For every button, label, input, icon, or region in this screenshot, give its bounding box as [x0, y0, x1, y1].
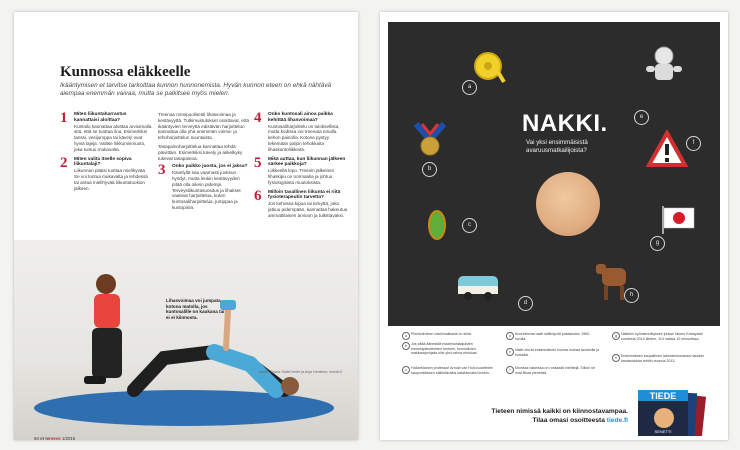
answer-text: Liikkeellä lepo. Treenin jälkeinen lihaskipu on normaalia ja johtuu fysiologisista muutoksista. — [268, 168, 335, 185]
note-text: Ensimmäinen kaupallinen laboratoriomassa nauiden kantasoluista tehtiin vuonna 2013. — [621, 354, 705, 363]
promo-line-2-text: Tilaa omasi osoitteesta — [532, 416, 607, 424]
text-column-3 — [254, 112, 350, 223]
badge-h: h — [624, 288, 639, 303]
exercise-photo — [14, 240, 358, 440]
source-note: Lähde: Fysiox SalktCenter ja Anja Hentinen, elsinki.fi — [258, 370, 343, 374]
ad-subheadline: Vai yksi ensimmäisistä avaruusmatkailijoista? — [526, 139, 588, 154]
text-column-2 — [158, 112, 250, 215]
magazine-covers — [634, 388, 708, 436]
question-number: 4 — [254, 110, 262, 126]
question-heading: Mikä auttaa, kun liikunnan jälkeen särkee paikkoja? — [268, 156, 346, 168]
answer-text: Jos kehossa kipua tai kireyttä, joka jatkuu pidempään, kannattaa hakeutua ammattilaisen arvioon ja tutkittavaksi. — [268, 201, 348, 218]
badge-g: g — [650, 236, 665, 251]
answer-text: Kuntosaliharjoittelu on tuloksellista, mutta kodissa voi treenata omalla kehon painolla. Kotona pystyy tekemään paljon tehokkaita lihaskuntoliikkeitä. — [268, 123, 340, 152]
question-heading: Milloin tavallinen liikunta ei riitä fysioterapeutin tarvetta? — [268, 189, 341, 201]
note-badge: d — [506, 332, 514, 340]
note-badge: f — [506, 366, 514, 374]
note-badge: c — [402, 366, 410, 374]
note-badge: b — [402, 342, 410, 350]
sausage-slice-image — [536, 172, 600, 236]
qa-item-6 — [254, 187, 350, 219]
insect-icon — [422, 208, 452, 242]
page-footer — [34, 436, 75, 440]
qa-item-3 — [158, 164, 250, 210]
right-page — [380, 12, 728, 440]
issue-number: 1/2015 — [61, 436, 76, 440]
answer-text: Liikunnan pitäisi tuottaa mielihyvää. Se voi tuntua mukavalta ja tehdessä tai antaa mielihyvää liikuntatuokion jälkeen. — [74, 168, 148, 191]
magazine-cover-line: SENETTI — [654, 429, 672, 434]
promo-line-1: Tieteen nimissä kaikki on kiinnostavampaa. — [491, 408, 628, 415]
question-number: 6 — [254, 187, 262, 204]
note-text: Pienikokoinen nakkimakkarat on siinä. — [411, 332, 472, 336]
left-page — [14, 12, 358, 440]
article-title: Kunnossa eläkkeelle — [60, 64, 191, 80]
subscription-promo — [468, 408, 628, 425]
qa-item-5 — [254, 154, 350, 186]
question-number: 2 — [60, 154, 68, 171]
note-text: Kuorettomat nakit sälliintyvät pakaskuten 1960-luvulla. — [515, 332, 591, 341]
note-text: Monissa nakeissa on runsaasti nitriittejä. Silloin ne ovat liikaa pieneisiä. — [515, 366, 596, 375]
question-heading: Miten liikuntaharrastus kannattaisi aloittaa? — [74, 112, 127, 123]
note-text: Nakit ohivat ensimmäinen kuuma ruokaa tavaroilla ja kurssilla. — [515, 348, 600, 357]
magazine-logo: TIEDE — [649, 391, 677, 401]
badge-f: f — [686, 136, 701, 151]
note-text: Jos pitää äänestää maailmanlaajuisten menestystuotteiden tunturin, tunnistiivien makkarapohjalla olisi yksi vahva ehdokas. — [411, 342, 478, 356]
question-number: 5 — [254, 154, 262, 171]
question-number: 1 — [60, 110, 68, 126]
qa-item-1 — [60, 112, 152, 153]
question-heading: Onko kuntosali ainoa paikka kehittää lihasvoimaa? — [268, 112, 333, 123]
badge-b: b — [422, 162, 437, 177]
note-text: Hollantilainen professori Arnold van Huis luokittelee kaupunkilaisen säilöntäväksi kalakivinaksi kunkin. — [411, 366, 493, 375]
qa-item-2 — [60, 154, 152, 192]
answer-text: Kävelyllä saa vaarnasti juoksun hyödyt, mutta lenkin kestävyyden pitää olla oikein pidempi. Terveysliikuntasuositus ja lihakset vaativat harjoittelua, kuten kuntosaliharjoittelua, jumppaa ja kuntopiiriä. — [172, 170, 241, 210]
qa-item-4 — [254, 112, 350, 153]
medal-icon — [410, 120, 450, 160]
article-lead: Ikääntymisen et tarvitse tarkoittaa kunnon huononemista. Hyvän kunnon eteen on ehkä nähtävä aiempaa enemmän vaivaa, mutta se palkitsee myös mielen. — [60, 82, 332, 97]
measuring-tape-icon — [470, 48, 506, 84]
note-badge: e — [506, 348, 514, 356]
body-paragraph: Tasapainoharjoittelua kannattaa tehdä päivittäin. Esimerkiksi kävely ja askelkyky tukevat tasapainoa. — [158, 143, 243, 161]
japan-flag-icon — [662, 204, 696, 234]
exercise-illustration — [14, 240, 358, 440]
photo-caption: Lihasvoimaa voi jumpata kotona matolla, jos kuntosalille on kaukana tai ei ei kiinnosta. — [166, 298, 225, 320]
question-number: 3 — [158, 162, 166, 179]
van-icon — [454, 272, 502, 304]
text-column-1 — [60, 112, 152, 195]
note-badge: a — [402, 332, 410, 340]
question-heading: Miten valita itselle sopiva liikuntalaji? — [74, 156, 132, 168]
badge-e: e — [634, 110, 649, 125]
note-text: Nakkien syöntiennätyksen johtaa Takeru Kobayashi vuodesta 2014 lähtien, 110 nakkia 10 minuutissa. — [621, 332, 704, 341]
badge-a: a — [462, 80, 477, 95]
badge-d: d — [518, 296, 533, 311]
promo-line-2 — [468, 417, 628, 426]
ad-dark-panel — [388, 22, 720, 326]
question-heading: Onko paikko juosta, jos ei jaksa? — [172, 164, 248, 170]
warning-sign-icon — [646, 130, 688, 168]
note-badge: h — [612, 354, 620, 362]
note-badge: g — [612, 332, 620, 340]
badge-c: c — [462, 218, 477, 233]
page-number: 60 — [34, 436, 39, 440]
body-paragraph: Treenaa monipuolisesti lihasvoimaa ja kestävyyttä. Tutkimustulokset osoittavat, että ikääntyvien terveyttä edistävän harjoittelun kannattaa olla yhä enemmän voima- ja tehoharjoittelun suuntaista. — [158, 112, 249, 141]
answer-text: Kuntoilu kannattaa aloittaa arvioimalla sitä, että se tuottaa iloa. Esimerkiksi tanssi, vesijumppa tai kävely ovat hyviä lajeja. Valitse liikkumismuoto, joka tuntuu mukavalta. — [74, 123, 152, 152]
ad-headline: NAKKI. — [522, 110, 608, 137]
tiede-link[interactable]: tiede.fi — [606, 416, 628, 424]
magazine-brand: et terveys — [40, 436, 61, 440]
astronaut-icon — [642, 44, 686, 88]
